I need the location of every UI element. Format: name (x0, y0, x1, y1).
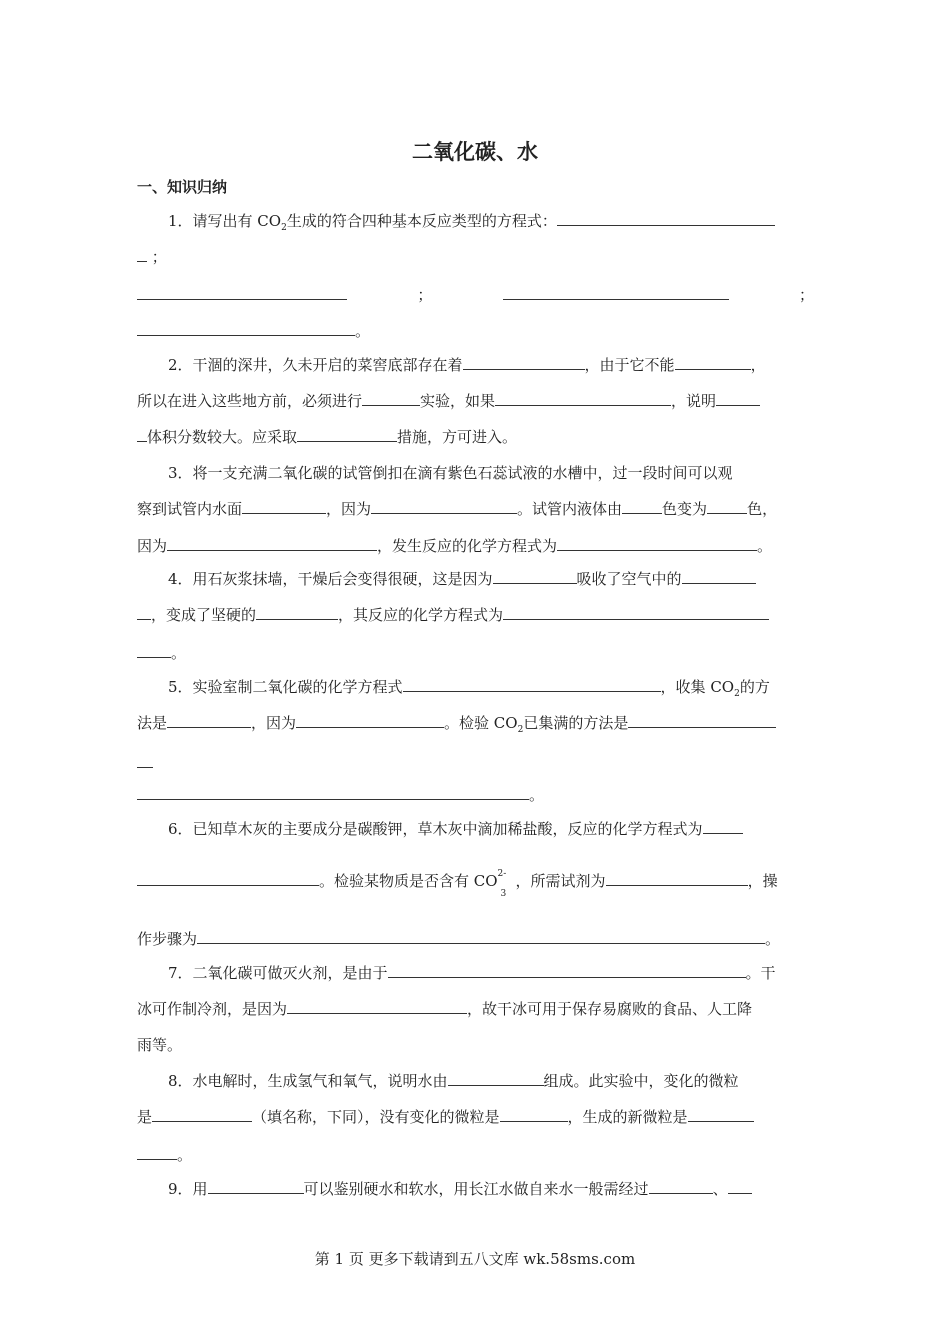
q8-line3: 。 (137, 1144, 814, 1165)
q3-line3: 因为 ，发生反应的化学方程式为 。 (137, 537, 773, 555)
q7-line1: 7．二氧化碳可做灭火剂，是由于 。干 (168, 964, 776, 982)
section-heading: 一、知识归纳 (137, 178, 228, 196)
q3-line2: 察到试管内水面 ，因为 。试管内液体由 色变为 色， (137, 500, 778, 518)
q8-line1: 8．水电解时，生成氢气和氧气，说明水由 组成。此实验中，变化的微粒 (168, 1072, 739, 1090)
page-footer: 第 1 页 更多下载请到五八文库 wk.58sms.com (314, 1250, 636, 1268)
q1-line1: 1．请写出有 $CO_2$生成的符合四种基本反应类型的方程式： (168, 210, 814, 233)
q1-line4: 。 (137, 320, 814, 341)
carbonate-charge: 2- (497, 869, 507, 879)
q6-line2: 。检验某物质是否含有 CO 2- 3 ，所需试剂为 ，操 (137, 870, 814, 891)
page-title: 二氧化碳、水 (412, 140, 538, 164)
q5-line3 (137, 752, 814, 772)
q7-line2: 冰可作制冷剂，是因为 ，故干冰可用于保存易腐败的食品、人工降 (137, 1000, 753, 1018)
q4-line2: ，变成了坚硬的 ，其反应的化学方程式为 (137, 604, 814, 625)
q4-line1: 4．用石灰浆抹墙，干燥后会变得很硬，这是因为 吸收了空气中的 (168, 568, 814, 589)
q2-line2: 所以在进入这些地方前，必须进行 实验，如果 ，说明 (137, 390, 814, 411)
q6-line1: 6．已知草木灰的主要成分是碳酸钾，草木灰中滴加稀盐酸，反应的化学方程式为 (168, 818, 814, 839)
q5-line4: 。 (137, 784, 814, 805)
q1-line2: ； (137, 246, 814, 267)
q5-line2: 法是 ，因为 。检验 $CO_2$已集满的方法是 (137, 712, 814, 735)
q5-line1: 5．实验室制二氧化碳的化学方程式 ，收集 $CO_2$的方 (168, 678, 770, 699)
q4-line3: 。 (137, 642, 814, 663)
q3-line1: 3．将一支充满二氧化碳的试管倒扣在滴有紫色石蕊试液的水槽中，过一段时间可以观 (168, 464, 733, 482)
q2-line1: 2．干涸的深井，久未开启的菜窖底部存在着 ，由于它不能 ， (168, 356, 766, 374)
q6-line3: 作步骤为 。 (137, 930, 781, 948)
q7-line3: 雨等。 (137, 1036, 183, 1054)
q2-line3: 体积分数较大。应采取 措施，方可进入。 (137, 426, 814, 447)
q9-line1: 9．用 可以鉴别硬水和软水，用长江水做自来水一般需经过 、 (168, 1178, 814, 1199)
carbonate-subscript: 3 (500, 889, 507, 899)
q1-line3: ； ； (137, 284, 814, 305)
q8-line2: 是 （填名称，下同），没有变化的微粒是 ，生成的新微粒是 (137, 1106, 814, 1127)
